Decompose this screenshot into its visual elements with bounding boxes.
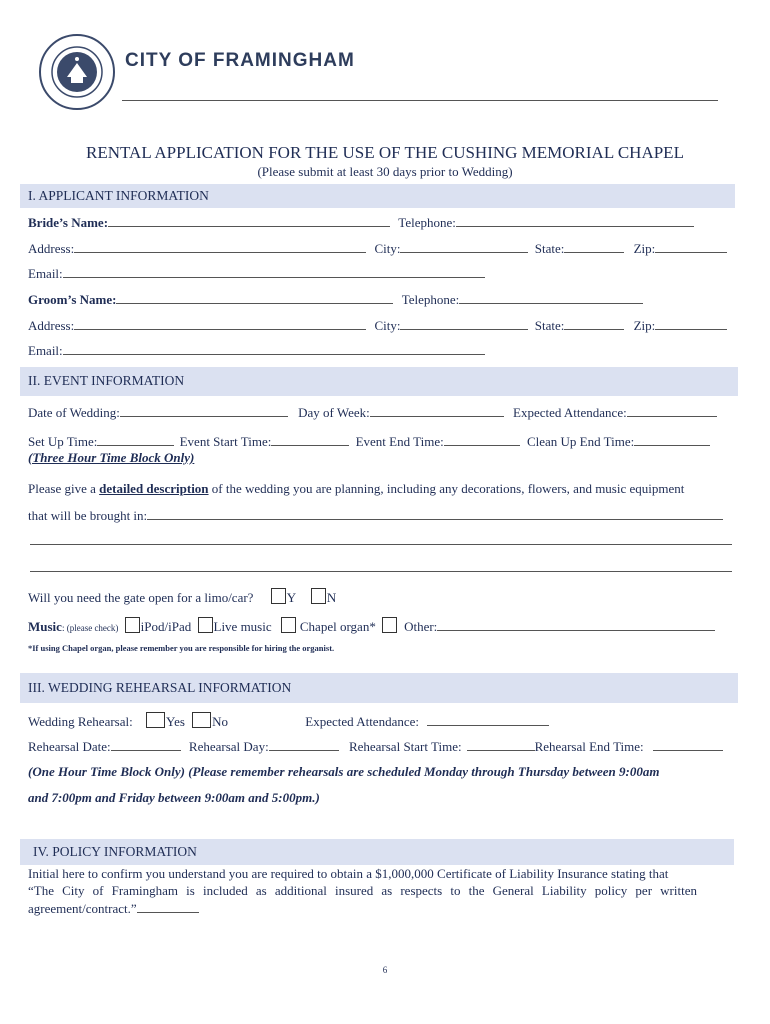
music-organ-checkbox[interactable] (281, 617, 296, 633)
rehearsal-row (28, 712, 549, 730)
form-subtitle: (Please submit at least 30 days prior to Wedding) (257, 164, 513, 179)
groom-telephone-field[interactable] (459, 291, 643, 304)
city-name: CITY OF FRAMINGHAM (125, 50, 355, 71)
groom-address-label: Address: (28, 318, 75, 333)
description-line-row (28, 507, 723, 524)
description-field-1[interactable] (147, 507, 723, 520)
event-times-row (28, 433, 710, 450)
wedding-rehearsal-label: Wedding Rehearsal: (28, 714, 133, 729)
bride-telephone-field[interactable] (456, 214, 694, 227)
event-start-time-field[interactable] (271, 433, 349, 446)
gate-question: Will you need the gate open for a limo/car? (28, 590, 254, 605)
clean-up-end-time-field[interactable] (634, 433, 710, 446)
bride-address-label: Address: (28, 241, 75, 256)
rehearsal-day-field[interactable] (269, 738, 339, 751)
day-of-week-label: Day of Week: (298, 405, 370, 420)
section-heading: III. WEDDING REHEARSAL INFORMATION (28, 680, 292, 695)
music-organ-label: Chapel organ* (299, 619, 376, 634)
description-prompt (28, 481, 684, 497)
groom-city-label: City: (374, 318, 401, 333)
music-live-label: Live music (213, 619, 272, 634)
city-seal (38, 33, 116, 111)
organ-note: *If using Chapel organ, please remember you are responsible for hiring the organist. (28, 643, 335, 653)
rehearsal-no-label: No (212, 714, 229, 729)
description-field-2[interactable] (30, 544, 732, 545)
section-policy-header (20, 839, 734, 865)
bride-city-field[interactable] (400, 240, 528, 253)
music-row (28, 617, 715, 636)
gate-no-label: N (326, 590, 337, 605)
rehearsal-no-checkbox[interactable] (192, 712, 211, 728)
rehearsal-yes-checkbox[interactable] (146, 712, 165, 728)
music-hint: : (please check) (61, 623, 119, 633)
form-title: RENTAL APPLICATION FOR THE USE OF THE CUSHING MEMORIAL CHAPEL (86, 143, 684, 162)
bride-state-field[interactable] (564, 240, 624, 253)
description-suffix: of the wedding you are planning, including any decorations, flowers, and music equipment (208, 481, 685, 496)
description-field-3[interactable] (30, 571, 732, 572)
rehearsal-yes-label: Yes (165, 714, 185, 729)
groom-telephone-label: Telephone: (401, 292, 460, 307)
rehearsal-day-label: Rehearsal Day: (188, 739, 269, 754)
music-live-checkbox[interactable] (198, 617, 213, 633)
rehearsal-note-line1: (One Hour Time Block Only) (Please remember rehearsals are scheduled Monday through Thursday between 9:00am (28, 764, 660, 779)
grooms-name-label: Groom’s Name: (28, 292, 117, 307)
description-emphasis: detailed description (99, 481, 209, 496)
rehearsal-note-line2: and 7:00pm and Friday between 9:00am and 5:00pm.) (28, 790, 320, 805)
groom-address-row (28, 317, 727, 334)
section-heading: I. APPLICANT INFORMATION (28, 188, 209, 203)
section-applicant-header (20, 184, 735, 208)
day-of-week-field[interactable] (370, 404, 504, 417)
bride-zip-field[interactable] (655, 240, 727, 253)
bride-email-field[interactable] (63, 265, 485, 278)
bride-city-label: City: (374, 241, 401, 256)
music-label: Music (28, 619, 62, 634)
description-prefix: Please give a (28, 481, 100, 496)
gate-yes-label: Y (286, 590, 296, 605)
bride-telephone-label: Telephone: (398, 215, 456, 230)
set-up-time-label: Set Up Time: (28, 434, 98, 449)
music-ipod-checkbox[interactable] (125, 617, 140, 633)
event-end-time-field[interactable] (444, 433, 520, 446)
page-number: 6 (382, 965, 388, 975)
clean-up-end-time-label: Clean Up End Time: (526, 434, 635, 449)
expected-attendance-field[interactable] (627, 404, 717, 417)
section-heading: II. EVENT INFORMATION (28, 373, 185, 388)
rehearsal-date-field[interactable] (111, 738, 181, 751)
gate-no-checkbox[interactable] (311, 588, 326, 604)
music-ipod-label: iPod/iPad (140, 619, 192, 634)
bride-email-label: Email: (28, 266, 63, 281)
policy-line3-row (28, 900, 199, 917)
set-up-time-field[interactable] (97, 433, 174, 446)
section-event-header (20, 367, 738, 396)
header-rule (122, 100, 718, 101)
gate-yes-checkbox[interactable] (271, 588, 286, 604)
grooms-name-field[interactable] (116, 291, 393, 304)
expected-attendance-label: Expected Attendance: (513, 405, 627, 420)
three-hour-note: (Three Hour Time Block Only) (28, 450, 195, 465)
bride-address-field[interactable] (74, 240, 366, 253)
music-other-checkbox[interactable] (382, 617, 397, 633)
music-other-field[interactable] (437, 618, 715, 631)
groom-city-field[interactable] (400, 317, 528, 330)
description-line2-label: that will be brought in: (28, 508, 148, 523)
music-other-label: Other: (404, 619, 438, 634)
rehearsal-times-row (28, 738, 723, 755)
rehearsal-end-label: Rehearsal End Time: (534, 739, 644, 754)
date-of-wedding-field[interactable] (120, 404, 288, 417)
bride-zip-label: Zip: (633, 241, 656, 256)
groom-email-label: Email: (28, 343, 63, 358)
policy-line1: Initial here to confirm you understand you are required to obtain a $1,000,000 Certificate of Liability Insurance stating that (28, 866, 669, 881)
section-heading: IV. POLICY INFORMATION (33, 844, 197, 859)
rehearsal-end-field[interactable] (653, 738, 723, 751)
groom-state-label: State: (534, 318, 565, 333)
policy-line3: agreement/contract.” (28, 901, 137, 916)
rehearsal-attendance-field[interactable] (427, 713, 549, 726)
groom-zip-label: Zip: (633, 318, 656, 333)
event-start-time-label: Event Start Time: (179, 434, 272, 449)
event-end-time-label: Event End Time: (355, 434, 444, 449)
policy-line2: “The City of Framingham is included as additional insured as respects to the General Liability policy per written (28, 883, 697, 898)
gate-row (28, 588, 336, 606)
bride-email-row (28, 265, 485, 282)
groom-email-row (28, 342, 485, 359)
groom-state-field[interactable] (564, 317, 624, 330)
groom-email-field[interactable] (63, 342, 485, 355)
policy-initial-field[interactable] (137, 900, 199, 913)
brides-name-row (28, 214, 694, 231)
rehearsal-date-label: Rehearsal Date: (28, 739, 111, 754)
groom-address-field[interactable] (74, 317, 366, 330)
bride-state-label: State: (534, 241, 565, 256)
brides-name-field[interactable] (108, 214, 390, 227)
date-of-wedding-label: Date of Wedding: (28, 405, 120, 420)
brides-name-label: Bride’s Name: (28, 215, 109, 230)
rehearsal-start-label: Rehearsal Start Time: (348, 739, 462, 754)
wedding-date-row (28, 404, 717, 421)
seal-icon (38, 33, 116, 111)
rehearsal-start-field[interactable] (467, 738, 535, 751)
grooms-name-row (28, 291, 643, 308)
section-rehearsal-header (20, 673, 738, 703)
rehearsal-attendance-label: Expected Attendance: (305, 714, 419, 729)
groom-zip-field[interactable] (655, 317, 727, 330)
bride-address-row (28, 240, 727, 257)
